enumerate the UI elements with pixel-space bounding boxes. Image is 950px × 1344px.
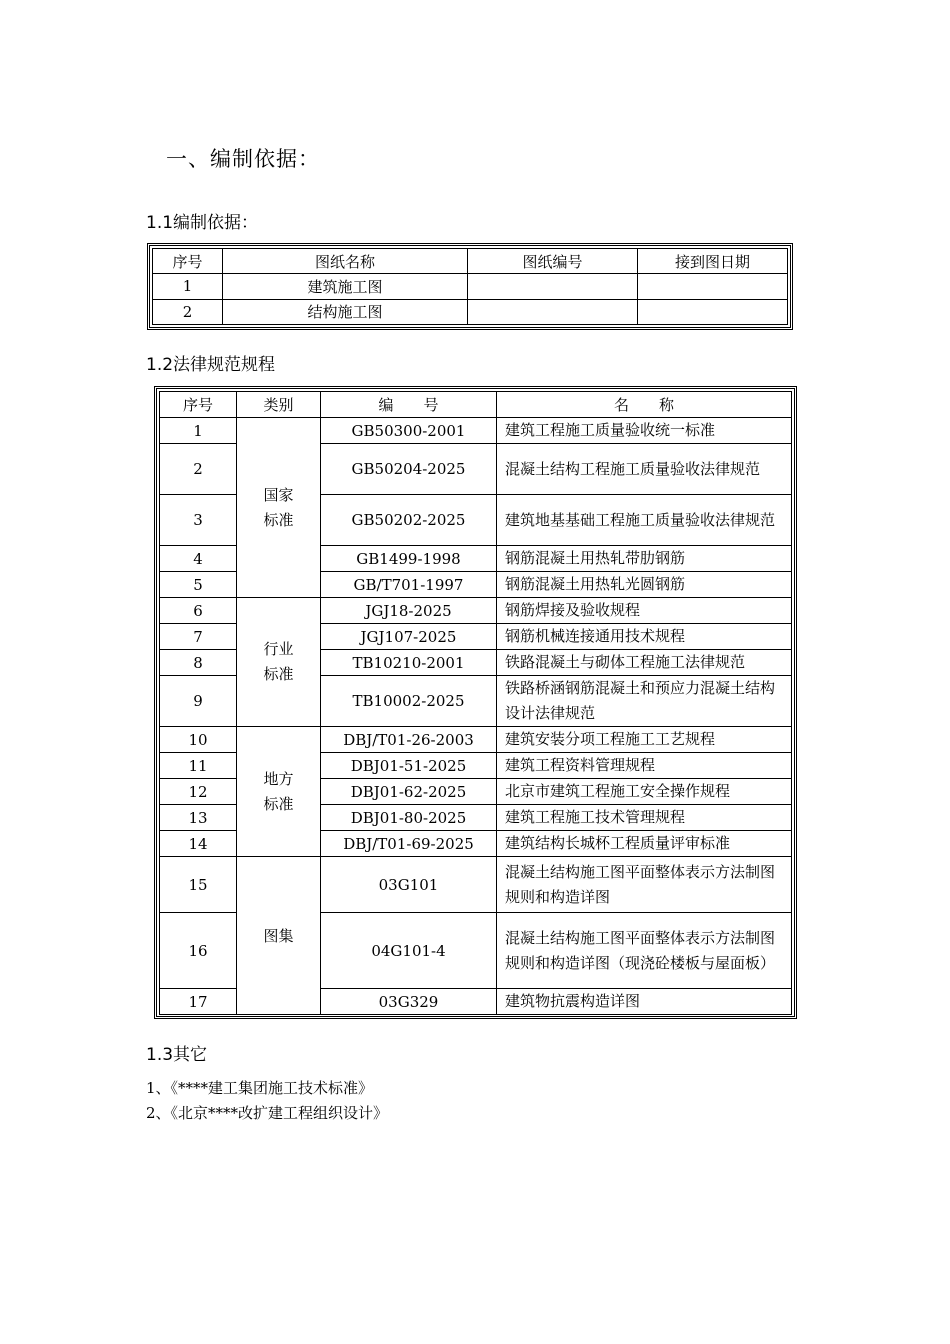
cell-code: TB10002-2025 bbox=[321, 676, 497, 727]
cell-title: 建筑工程施工技术管理规程 bbox=[497, 805, 792, 831]
cell-code: JGJ107-2025 bbox=[321, 624, 497, 650]
cell-title: 钢筋混凝土用热轧带肋钢筋 bbox=[497, 546, 792, 572]
cell-drawing-name: 结构施工图 bbox=[223, 299, 468, 324]
category-label: 图集 bbox=[263, 927, 294, 945]
cell-code: 04G101-4 bbox=[321, 913, 497, 989]
cell-title: 建筑物抗震构造详图 bbox=[497, 989, 792, 1015]
header-cell: 接到图日期 bbox=[638, 249, 788, 274]
cell-index: 14 bbox=[160, 831, 237, 857]
header-cell: 名 称 bbox=[497, 392, 792, 418]
cell-index: 17 bbox=[160, 989, 237, 1015]
cell-received-date bbox=[638, 274, 788, 299]
cell-index: 15 bbox=[160, 857, 237, 913]
cell-code: 03G329 bbox=[321, 989, 497, 1015]
cell-index: 7 bbox=[160, 624, 237, 650]
cell-code: GB50300-2001 bbox=[321, 418, 497, 444]
cell-drawing-number bbox=[468, 299, 638, 324]
header-cell: 序号 bbox=[153, 249, 223, 274]
drawings-table bbox=[152, 248, 788, 325]
cell-code: JGJ18-2025 bbox=[321, 598, 497, 624]
cell-drawing-number bbox=[468, 274, 638, 299]
cell-index: 12 bbox=[160, 779, 237, 805]
cell-index: 11 bbox=[160, 753, 237, 779]
table-row bbox=[160, 418, 792, 444]
category-cell bbox=[237, 418, 321, 598]
cell-index: 1 bbox=[153, 274, 223, 299]
cell-title: 铁路混凝土与砌体工程施工法律规范 bbox=[497, 650, 792, 676]
cell-index: 5 bbox=[160, 572, 237, 598]
cell-index: 4 bbox=[160, 546, 237, 572]
cell-code: DBJ/T01-69-2025 bbox=[321, 831, 497, 857]
section-heading-1-1: 1.1编制依据： bbox=[146, 213, 259, 233]
cell-index: 8 bbox=[160, 650, 237, 676]
cell-index: 6 bbox=[160, 598, 237, 624]
cell-code: TB10210-2001 bbox=[321, 650, 497, 676]
cell-index: 13 bbox=[160, 805, 237, 831]
cell-title: 铁路桥涵钢筋混凝土和预应力混凝土结构设计法律规范 bbox=[497, 676, 792, 727]
cell-index: 16 bbox=[160, 913, 237, 989]
cell-title: 建筑工程施工质量验收统一标准 bbox=[497, 418, 792, 444]
cell-title: 钢筋机械连接通用技术规程 bbox=[497, 624, 792, 650]
table-row bbox=[153, 274, 788, 299]
cell-index: 3 bbox=[160, 495, 237, 546]
drawings-table-frame bbox=[147, 243, 793, 330]
cell-code: GB/T701-1997 bbox=[321, 572, 497, 598]
header-cell: 图纸名称 bbox=[223, 249, 468, 274]
cell-code: DBJ01-62-2025 bbox=[321, 779, 497, 805]
table-header-row bbox=[153, 249, 788, 274]
table-row bbox=[160, 598, 792, 624]
cell-index: 2 bbox=[160, 444, 237, 495]
cell-drawing-name: 建筑施工图 bbox=[223, 274, 468, 299]
category-label: 地方 标准 bbox=[263, 769, 294, 813]
cell-title: 混凝土结构施工图平面整体表示方法制图规则和构造详图（现浇砼楼板与屋面板） bbox=[497, 913, 792, 989]
other-reference-item: 2、《北京****改扩建工程组织设计》 bbox=[146, 1104, 389, 1122]
header-cell: 图纸编号 bbox=[468, 249, 638, 274]
cell-code: DBJ/T01-26-2003 bbox=[321, 727, 497, 753]
table-row bbox=[160, 857, 792, 913]
cell-index: 10 bbox=[160, 727, 237, 753]
section-heading-1-3: 1.3其它 bbox=[146, 1045, 208, 1065]
cell-title: 北京市建筑工程施工安全操作规程 bbox=[497, 779, 792, 805]
cell-title: 钢筋混凝土用热轧光圆钢筋 bbox=[497, 572, 792, 598]
cell-title: 混凝土结构施工图平面整体表示方法制图规则和构造详图 bbox=[497, 857, 792, 913]
category-cell bbox=[237, 857, 321, 1015]
cell-code: GB50202-2025 bbox=[321, 495, 497, 546]
cell-title: 建筑安装分项工程施工工艺规程 bbox=[497, 727, 792, 753]
category-cell bbox=[237, 727, 321, 857]
cell-index: 9 bbox=[160, 676, 237, 727]
cell-title: 钢筋焊接及验收规程 bbox=[497, 598, 792, 624]
regulations-table-frame bbox=[154, 386, 797, 1019]
table-row bbox=[160, 727, 792, 753]
cell-code: GB1499-1998 bbox=[321, 546, 497, 572]
cell-title: 建筑结构长城杯工程质量评审标准 bbox=[497, 831, 792, 857]
cell-code: DBJ01-80-2025 bbox=[321, 805, 497, 831]
cell-received-date bbox=[638, 299, 788, 324]
regulations-table bbox=[159, 391, 792, 1015]
cell-code: DBJ01-51-2025 bbox=[321, 753, 497, 779]
category-cell bbox=[237, 598, 321, 727]
table-row bbox=[153, 299, 788, 324]
cell-code: 03G101 bbox=[321, 857, 497, 913]
cell-title: 建筑地基基础工程施工质量验收法律规范 bbox=[497, 495, 792, 546]
cell-title: 建筑工程资料管理规程 bbox=[497, 753, 792, 779]
cell-index: 1 bbox=[160, 418, 237, 444]
other-reference-item: 1、《****建工集团施工技术标准》 bbox=[146, 1079, 374, 1097]
header-cell: 序号 bbox=[160, 392, 237, 418]
cell-index: 2 bbox=[153, 299, 223, 324]
header-cell: 类别 bbox=[237, 392, 321, 418]
section-heading-1-2: 1.2法律规范规程 bbox=[146, 355, 276, 375]
category-label: 行业 标准 bbox=[263, 640, 294, 683]
cell-code: GB50204-2025 bbox=[321, 444, 497, 495]
header-cell: 编 号 bbox=[321, 392, 497, 418]
page-title: 一、编制依据： bbox=[166, 147, 320, 171]
cell-title: 混凝土结构工程施工质量验收法律规范 bbox=[497, 444, 792, 495]
table-header-row bbox=[160, 392, 792, 418]
category-label: 国家 标准 bbox=[263, 485, 294, 529]
